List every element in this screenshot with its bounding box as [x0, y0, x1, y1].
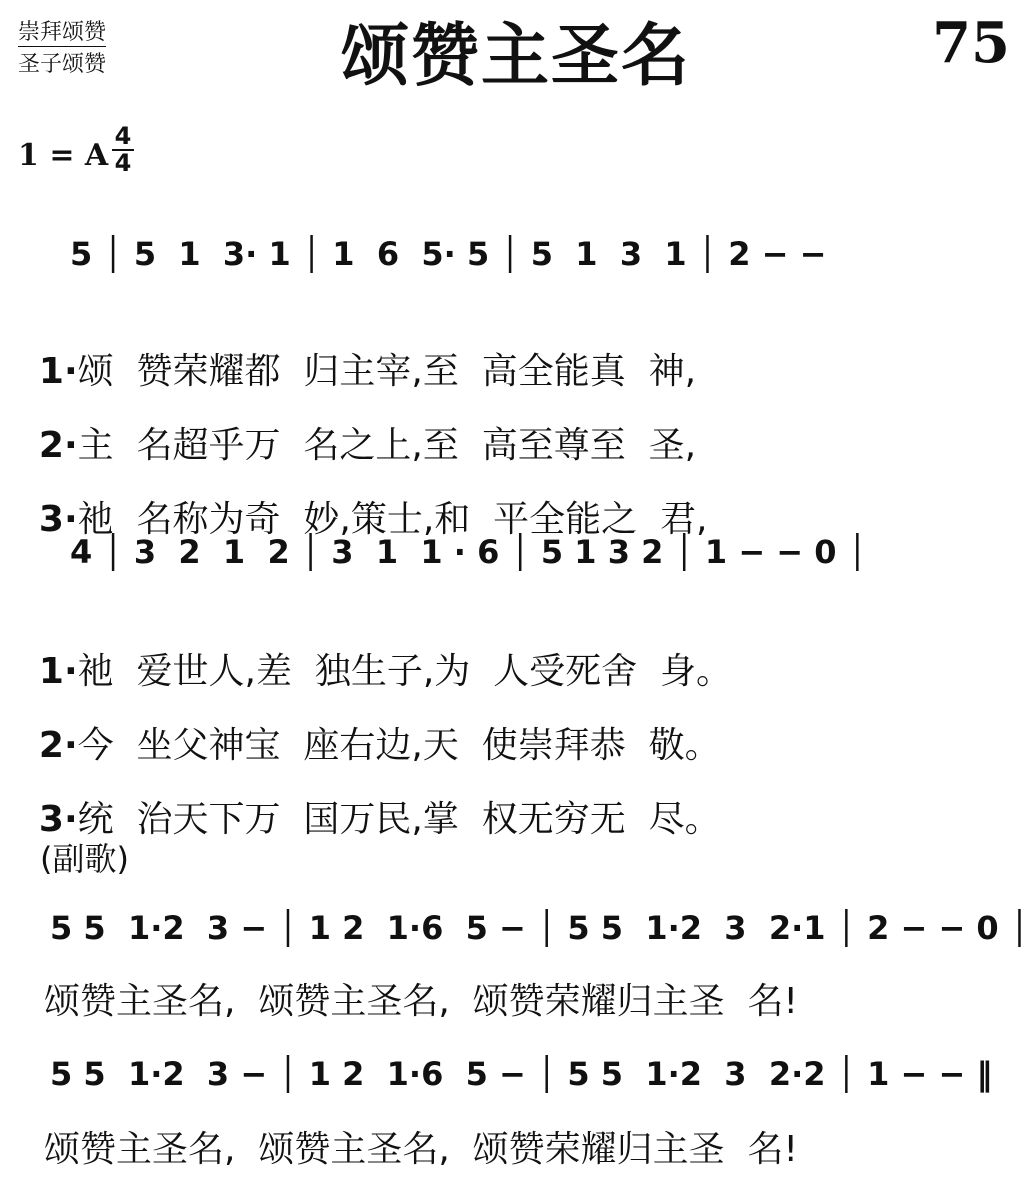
chorus-notation-line-1: 5 5 1·2 3 − │ 1 2 1·6 5 − │ 5 5 1·2 3 2·1 │ 2 − − 0 │: [50, 909, 1030, 947]
chorus-lyric-line-2: 颂赞主圣名, 颂赞主圣名, 颂赞荣耀归主圣 名!: [44, 1129, 798, 1170]
hymn-number: 75: [932, 10, 1010, 76]
chorus-label: (副歌): [40, 840, 129, 878]
verse-number: 1·: [38, 351, 78, 392]
time-signature: [112, 124, 134, 176]
time-signature-top: 4: [112, 124, 134, 151]
key-signature: 1 = A: [18, 138, 109, 173]
lyric-text: 统 治天下万 国万民,掌 权无穷无 尽。: [77, 799, 721, 840]
category-label-worship: 崇拜颂赞: [18, 20, 107, 45]
verse-number: 2·: [38, 425, 78, 466]
verse-3-line-2: [16, 754, 721, 842]
verse-number: 3·: [38, 499, 78, 540]
verse-number: 1·: [38, 651, 78, 692]
verse-3-line-1: [16, 454, 708, 542]
lyric-text: 今 坐父神宝 座右边,天 使崇拜恭 敬。: [77, 725, 721, 766]
chorus-lyric-line-1: 颂赞主圣名, 颂赞主圣名, 颂赞荣耀归主圣 名!: [44, 981, 798, 1022]
verse-number: 2·: [38, 725, 78, 766]
notation-line-2: 4 │ 3 2 1 2 │ 3 1 1 · 6 │ 5 1 3 2 │ 1 − − 0 │: [70, 533, 867, 571]
time-signature-bottom: 4: [114, 149, 132, 177]
lyric-text: 颂 赞荣耀都 归主宰,至 高全能真 神,: [77, 351, 697, 392]
chorus-notation-line-2: 5 5 1·2 3 − │ 1 2 1·6 5 − │ 5 5 1·2 3 2·2 │ 1 − − ‖: [50, 1055, 993, 1093]
lyric-text: 主 名超乎万 名之上,至 高至尊至 圣,: [77, 425, 697, 466]
hymn-title: 颂赞主圣名: [340, 16, 691, 96]
verse-number: 3·: [38, 799, 78, 840]
lyric-text: 祂 名称为奇 妙,策士,和 平全能之 君,: [77, 499, 708, 540]
category-label-son: 圣子颂赞: [18, 52, 107, 77]
lyric-text: 祂 爱世人,差 独生子,为 人受死舍 身。: [77, 651, 733, 692]
notation-line-1: 5 │ 5 1 3· 1 │ 1 6 5· 5 │ 5 1 3 1 │ 2 − −: [70, 235, 827, 273]
